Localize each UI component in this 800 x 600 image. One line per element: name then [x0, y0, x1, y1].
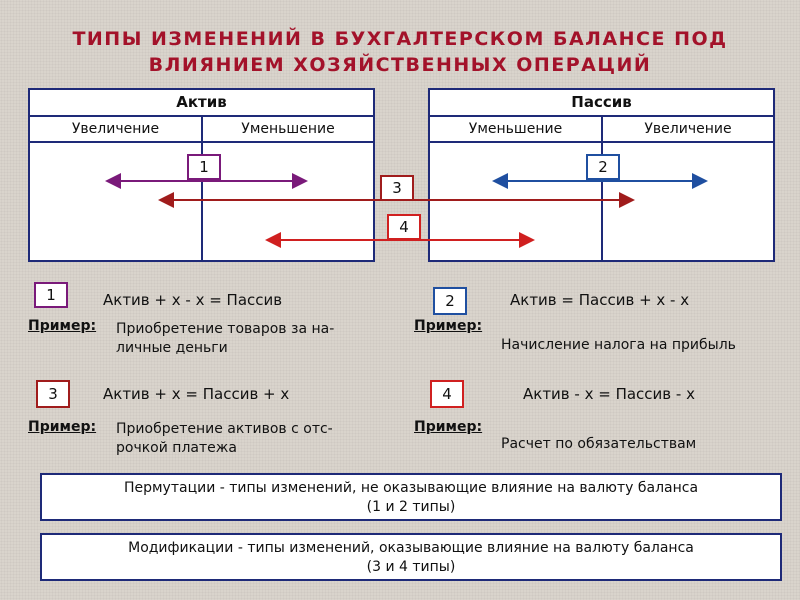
type-3-formula: Актив + х = Пассив + х — [103, 385, 290, 403]
type-3-example — [116, 420, 333, 458]
passive-col-increase: Увеличение — [603, 117, 773, 143]
permutation-line-2: (1 и 2 типы) — [366, 499, 456, 515]
title-line-2: ВЛИЯНИЕМ ХОЗЯЙСТВЕННЫХ ОПЕРАЦИЙ — [148, 54, 652, 76]
type-1-example-line-1: Приобретение товаров за на- — [116, 321, 335, 337]
type-2-example: Начисление налога на прибыль — [501, 337, 736, 353]
passive-col-decrease: Уменьшение — [430, 117, 601, 143]
permutation-line-1: Пермутации - типы изменений, не оказывающие влияние на валюту баланса — [123, 480, 699, 496]
modification-line-1: Модификации - типы изменений, оказывающие влияние на валюту баланса — [128, 540, 694, 556]
type-3-example-line-1: Приобретение активов с отс- — [116, 421, 333, 437]
type-1-example — [116, 320, 334, 358]
diagram-label-3: 3 — [380, 175, 414, 201]
active-header: Актив — [30, 90, 373, 117]
type-1-number: 1 — [34, 282, 68, 308]
diagram-label-4: 4 — [387, 214, 421, 240]
diagram-label-2: 2 — [586, 154, 620, 180]
type-4-example: Расчет по обязательствам — [501, 436, 697, 452]
type-4-example-label: Пример: — [414, 419, 483, 435]
type-2-formula: Актив = Пассив + х - х — [510, 291, 690, 309]
type-3-number: 3 — [36, 380, 70, 408]
active-col-increase: Увеличение — [30, 117, 201, 143]
diagram-label-1: 1 — [187, 154, 221, 180]
type-3-example-line-2: рочкой платежа — [116, 440, 237, 456]
type-2-example-label: Пример: — [414, 318, 483, 334]
passive-header: Пассив — [430, 90, 773, 117]
type-4-number: 4 — [430, 380, 464, 408]
type-3-example-label: Пример: — [28, 419, 97, 435]
type-2-number: 2 — [433, 287, 467, 315]
title-line-1: ТИПЫ ИЗМЕНЕНИЙ В БУХГАЛТЕРСКОМ БАЛАНСЕ ПОД — [72, 28, 728, 50]
type-4-formula: Актив - х = Пассив - х — [523, 385, 695, 403]
type-1-example-label: Пример: — [28, 318, 97, 334]
type-1-example-line-2: личные деньги — [116, 340, 228, 356]
modification-line-2: (3 и 4 типы) — [366, 559, 456, 575]
active-col-decrease: Уменьшение — [203, 117, 373, 143]
type-1-formula: Актив + х - х = Пассив — [103, 291, 283, 309]
modification-definition — [40, 533, 782, 581]
permutation-definition — [40, 473, 782, 521]
